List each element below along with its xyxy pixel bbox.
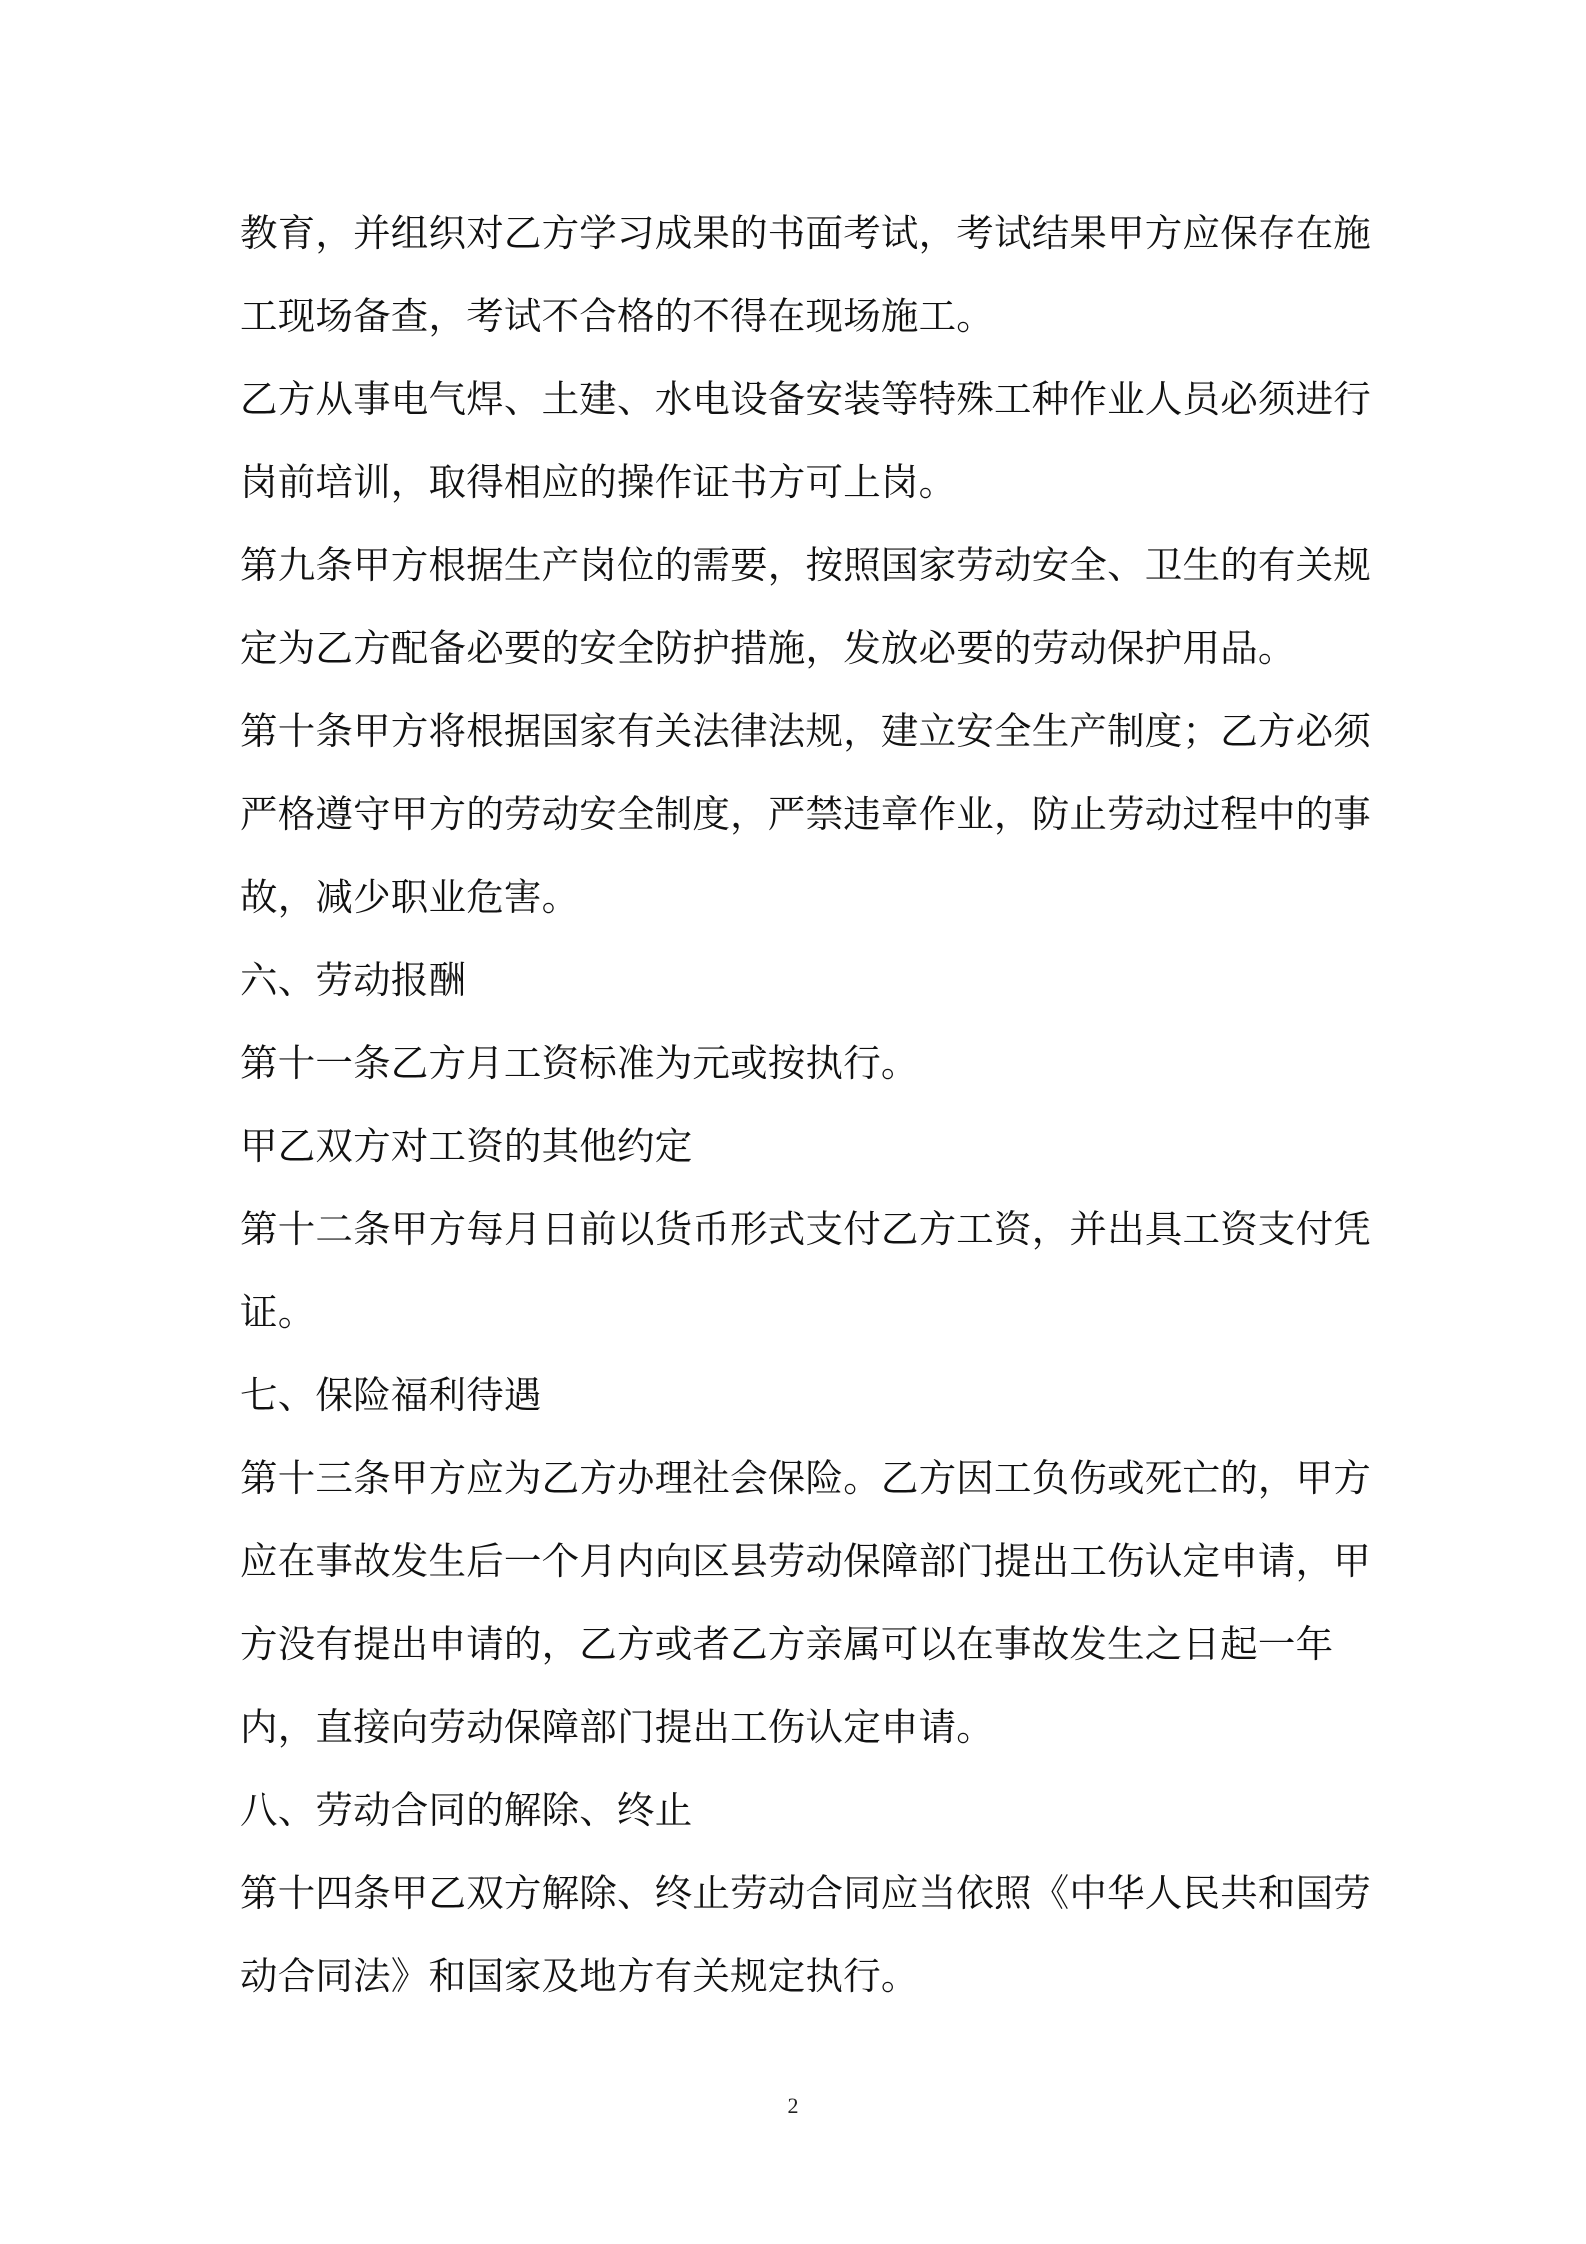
text-line: 岗前培训，取得相应的操作证书方可上岗。 <box>240 460 957 504</box>
text-line: 应在事故发生后一个月内向区县劳动保障部门提出工伤认定申请，甲 <box>240 1539 1371 1583</box>
section-heading: 八、劳动合同的解除、终止 <box>240 1788 693 1832</box>
page-number: 2 <box>787 2093 799 2118</box>
text-line: 教育，并组织对乙方学习成果的书面考试，考试结果甲方应保存在施 <box>240 211 1371 255</box>
text-line: 严格遵守甲方的劳动安全制度，严禁违章作业，防止劳动过程中的事 <box>240 792 1371 836</box>
text-line: 第十三条甲方应为乙方办理社会保险。乙方因工负伤或死亡的，甲方 <box>240 1456 1371 1500</box>
text-line: 乙方从事电气焊、土建、水电设备安装等特殊工种作业人员必须进行 <box>240 377 1371 421</box>
section-heading: 七、保险福利待遇 <box>240 1373 542 1417</box>
text-line: 证。 <box>240 1290 316 1334</box>
text-line: 工现场备查，考试不合格的不得在现场施工。 <box>240 294 994 338</box>
section-heading: 六、劳动报酬 <box>240 958 467 1002</box>
text-line: 方没有提出申请的，乙方或者乙方亲属可以在事故发生之日起一年 <box>240 1622 1334 1666</box>
text-line: 第九条甲方根据生产岗位的需要，按照国家劳动安全、卫生的有关规 <box>240 543 1371 587</box>
document-body <box>240 192 1371 2018</box>
text-line: 内，直接向劳动保障部门提出工伤认定申请。 <box>240 1705 994 1749</box>
text-line: 第十四条甲乙双方解除、终止劳动合同应当依照《中华人民共和国劳 <box>240 1871 1371 1915</box>
text-line: 第十一条乙方月工资标准为元或按执行。 <box>240 1041 919 1085</box>
text-line: 定为乙方配备必要的安全防护措施，发放必要的劳动保护用品。 <box>240 626 1296 670</box>
text-line: 动合同法》和国家及地方有关规定执行。 <box>240 1954 919 1998</box>
text-line: 第十条甲方将根据国家有关法律法规，建立安全生产制度；乙方必须 <box>240 709 1371 753</box>
text-line: 第十二条甲方每月日前以货币形式支付乙方工资，并出具工资支付凭 <box>240 1207 1371 1251</box>
text-line: 故，减少职业危害。 <box>240 875 580 919</box>
text-line: 甲乙双方对工资的其他约定 <box>240 1124 693 1168</box>
